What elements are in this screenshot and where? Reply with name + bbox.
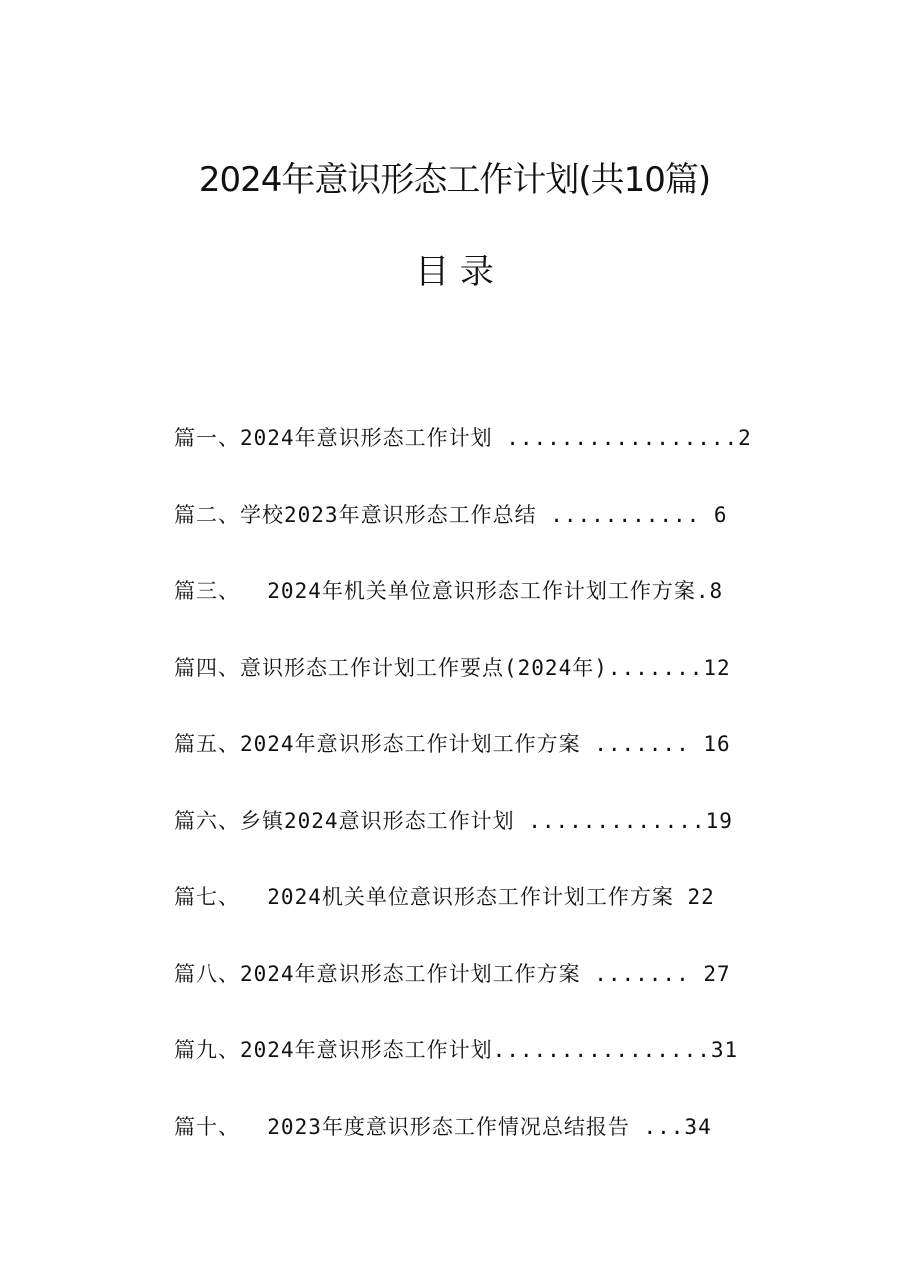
toc-entry[interactable]: 篇八、2024年意识形态工作计划工作方案 ....... 27 [174,961,731,986]
toc-entry[interactable]: 篇三、 2024年机关单位意识形态工作计划工作方案.8 [174,579,724,603]
toc-entry[interactable]: 篇四、意识形态工作计划工作要点(2024年).......12 [174,655,731,680]
toc-entry[interactable]: 篇七、 2024机关单位意识形态工作计划工作方案 22 [174,885,715,909]
toc-entry[interactable]: 篇十、 2023年度意识形态工作情况总结报告 ...34 [174,1114,712,1139]
table-of-contents [174,420,774,1185]
toc-entry[interactable]: 篇五、2024年意识形态工作计划工作方案 ....... 16 [174,732,731,756]
document-title: 2024年意识形态工作计划(共10篇) [198,160,711,200]
toc-entry[interactable]: 篇一、2024年意识形态工作计划 .................2 [174,426,752,450]
toc-entry[interactable]: 篇九、2024年意识形态工作计划................31 [174,1038,739,1062]
toc-entry[interactable]: 篇六、乡镇2024意识形态工作计划 .............19 [174,808,733,833]
toc-entry[interactable]: 篇二、学校2023年意识形态工作总结 ........... 6 [174,502,728,527]
toc-heading: 目 录 [415,252,494,292]
